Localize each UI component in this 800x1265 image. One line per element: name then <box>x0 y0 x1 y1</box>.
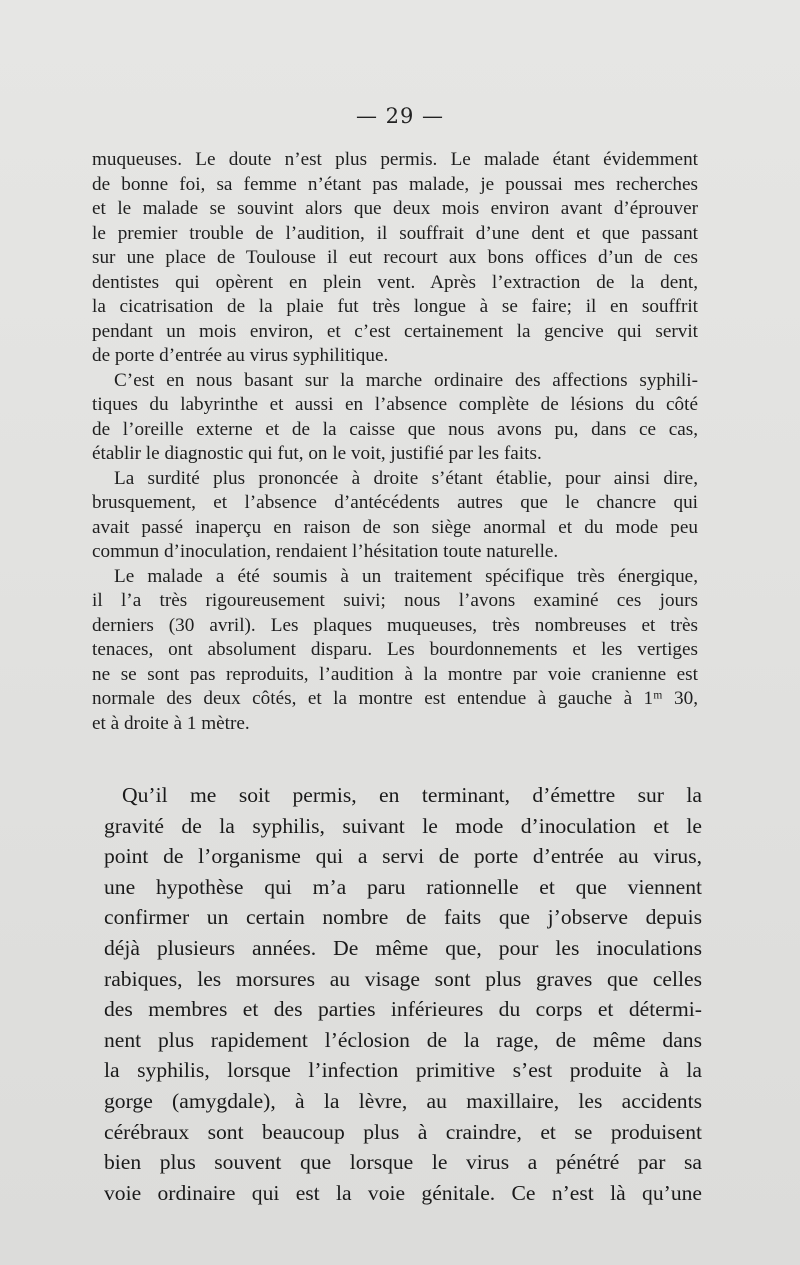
text-line: la syphilis, lorsque l’infection primitive s’est produite à la <box>104 1058 702 1083</box>
text-line: il l’a très rigoureusement suivi; nous l’avons examiné ces jours <box>92 590 698 611</box>
page-number: — 29 — <box>355 104 445 128</box>
text-line: muqueuses. Le doute n’est plus permis. Le malade étant évidemment <box>92 149 698 170</box>
text-line: derniers (30 avril). Les plaques muqueuses, très nombreuses et très <box>92 614 698 636</box>
text-line: une hypothèse qui m’a paru rationnelle et que viennent <box>104 874 702 899</box>
text-line: rabiques, les morsures au visage sont plus graves que celles <box>104 966 702 991</box>
text-line: avait passé inaperçu en raison de son siège anormal et du mode peu <box>92 516 698 538</box>
text-line: sur une place de Toulouse il eut recourt aux bons offices d’un de ces <box>92 247 698 268</box>
text-line: de bonne foi, sa femme n’étant pas malade, je poussai mes recherches <box>92 173 698 195</box>
text-line: normale des deux côtés, et la montre est entendue à gauche à 1ᵐ 30, <box>92 688 698 709</box>
text-line: gorge (amygdale), à la lèvre, au maxillaire, les accidents <box>104 1088 702 1113</box>
body-text-section-1 <box>92 148 698 736</box>
text-line: dentistes qui opèrent en plein vent. Après l’extraction de la dent, <box>92 271 698 293</box>
text-line: de porte d’entrée au virus syphilitique. <box>92 345 389 366</box>
text-line: déjà plusieurs années. De même que, pour les inoculations <box>104 935 702 960</box>
text-line: tiques du labyrinthe et aussi en l’absence complète de lésions du côté <box>92 394 698 415</box>
text-line: gravité de la syphilis, suivant le mode d’inoculation et le <box>104 813 702 838</box>
text-line: confirmer un certain nombre de faits que j’observe depuis <box>104 905 702 930</box>
text-line: nent plus rapidement l’éclosion de la rage, de même dans <box>104 1027 702 1052</box>
text-line: brusquement, et l’absence d’antécédents autres que le chancre qui <box>92 492 698 513</box>
text-line: Qu’il me soit permis, en terminant, d’émettre sur la <box>122 783 702 807</box>
text-line: C’est en nous basant sur la marche ordinaire des affections syphili- <box>114 369 698 391</box>
paragraph-1 <box>92 148 698 369</box>
text-line: voie ordinaire qui est la voie génitale. Ce n’est là qu’une <box>104 1180 702 1205</box>
text-line: tenaces, ont absolument disparu. Les bourdonnements et les vertiges <box>92 639 698 660</box>
paragraph-2 <box>92 369 698 467</box>
paragraph-4 <box>92 565 698 737</box>
text-line: commun d’inoculation, rendaient l’hésitation toute naturelle. <box>92 541 559 562</box>
text-line: pendant un mois environ, et c’est certainement la gencive qui servit <box>92 320 698 342</box>
text-line: bien plus souvent que lorsque le virus a pénétré par sa <box>104 1150 702 1175</box>
text-line: La surdité plus prononcée à droite s’étant établie, pour ainsi dire, <box>114 467 698 489</box>
text-line: de l’oreille externe et de la caisse que nous avons pu, dans ce cas, <box>92 418 698 440</box>
text-line: et le malade se souvint alors que deux mois environ avant d’éprouver <box>92 198 698 219</box>
text-line: établir le diagnostic qui fut, on le voit, justifié par les faits. <box>92 443 542 464</box>
paragraph-3 <box>92 467 698 565</box>
text-line: Le malade a été soumis à un traitement spécifique très énergique, <box>114 565 698 587</box>
paragraph-5 <box>104 780 702 1208</box>
text-line: la cicatrisation de la plaie fut très longue à se faire; il en souffrit <box>92 296 698 317</box>
text-line: ne se sont pas reproduits, l’audition à la montre par voie cranienne est <box>92 663 698 685</box>
text-line: le premier trouble de l’audition, il souffrait d’une dent et que passant <box>92 222 698 244</box>
text-line: point de l’organisme qui a servi de porte d’entrée au virus, <box>104 844 702 869</box>
text-line: et à droite à 1 mètre. <box>92 712 250 734</box>
body-text-section-2 <box>104 780 702 1208</box>
text-line: cérébraux sont beaucoup plus à craindre, et se produisent <box>104 1119 702 1144</box>
text-line: des membres et des parties inférieures du corps et détermi- <box>104 997 702 1022</box>
